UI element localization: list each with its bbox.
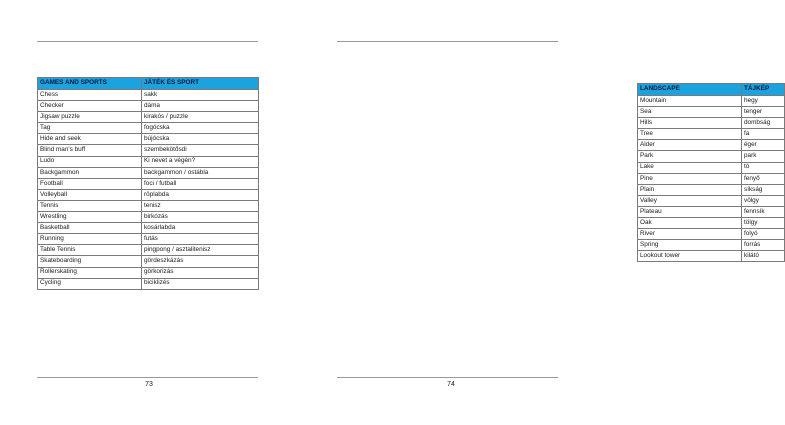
table-row [38, 123, 259, 134]
table-body [638, 96, 785, 262]
english-term-cell: Skateboarding [38, 256, 142, 267]
english-term-cell: Hide and seek [38, 134, 142, 145]
table-row [38, 245, 259, 256]
hungarian-term-cell: backgammon / ostábla [142, 167, 259, 178]
english-term-cell: Table Tennis [38, 245, 142, 256]
table-row [38, 156, 259, 167]
table-row [638, 173, 785, 184]
english-term-cell: Sea [638, 107, 742, 118]
page-number: 74 [447, 381, 455, 388]
table-row [638, 151, 785, 162]
hungarian-term-cell: fenyő [742, 173, 785, 184]
table-row [638, 229, 785, 240]
table-row [38, 134, 259, 145]
hungarian-term-cell: tenisz [142, 200, 259, 211]
english-term-cell: River [638, 229, 742, 240]
table-row [38, 189, 259, 200]
english-term-cell: Spring [638, 240, 742, 251]
english-term-cell: Backgammon [38, 167, 142, 178]
bottom-rule [337, 377, 558, 378]
column-header-english: LANDSCAPE [638, 84, 742, 96]
table-row [638, 240, 785, 251]
english-term-cell: Plain [638, 184, 742, 195]
table-row [638, 129, 785, 140]
hungarian-term-cell: kilátó [742, 251, 785, 262]
table-row [38, 101, 259, 112]
english-term-cell: Hills [638, 118, 742, 129]
table-header-row [638, 84, 785, 96]
english-term-cell: Ludo [38, 156, 142, 167]
hungarian-term-cell: tenger [742, 107, 785, 118]
column-header-hungarian: JÁTÉK ÉS SPORT [142, 78, 259, 90]
hungarian-term-cell: pingpong / asztalitenisz [142, 245, 259, 256]
english-term-cell: Plateau [638, 206, 742, 217]
english-term-cell: Tag [38, 123, 142, 134]
english-term-cell: Lake [638, 162, 742, 173]
hungarian-term-cell: gördeszkázás [142, 256, 259, 267]
hungarian-term-cell: síkság [742, 184, 785, 195]
right-page [300, 0, 771, 425]
english-term-cell: Tennis [38, 200, 142, 211]
hungarian-term-cell: bújócska [142, 134, 259, 145]
english-term-cell: Oak [638, 218, 742, 229]
table-row [38, 212, 259, 223]
english-term-cell: Lookout tower [638, 251, 742, 262]
table-row [638, 218, 785, 229]
table-row [38, 112, 259, 123]
table-row [638, 184, 785, 195]
english-term-cell: Volleyball [38, 189, 142, 200]
table-row [638, 206, 785, 217]
top-rule [337, 41, 558, 42]
english-term-cell: Wrestling [38, 212, 142, 223]
english-term-cell: Valley [638, 195, 742, 206]
table-row [38, 145, 259, 156]
bottom-rule [37, 377, 258, 378]
english-term-cell: Cycling [38, 278, 142, 289]
table-row [38, 256, 259, 267]
table-row [638, 162, 785, 173]
hungarian-term-cell: fa [742, 129, 785, 140]
table-row [38, 278, 259, 289]
hungarian-term-cell: foci / futball [142, 178, 259, 189]
english-term-cell: Park [638, 151, 742, 162]
hungarian-term-cell: dombság [742, 118, 785, 129]
hungarian-term-cell: park [742, 151, 785, 162]
english-term-cell: Running [38, 234, 142, 245]
table-row [638, 251, 785, 262]
table-row [38, 200, 259, 211]
hungarian-term-cell: szembekötősdi [142, 145, 259, 156]
table-row [638, 96, 785, 107]
hungarian-term-cell: kirakós / puzzle [142, 112, 259, 123]
hungarian-term-cell: Ki nevet a végén? [142, 156, 259, 167]
table-row [38, 90, 259, 101]
english-term-cell: Football [38, 178, 142, 189]
table-row [38, 167, 259, 178]
english-term-cell: Pine [638, 173, 742, 184]
table-row [38, 223, 259, 234]
table-header-row [38, 78, 259, 90]
english-term-cell: Alder [638, 140, 742, 151]
hungarian-term-cell: görkorizás [142, 267, 259, 278]
hungarian-term-cell: fogócska [142, 123, 259, 134]
column-header-hungarian: TÁJKÉP [742, 84, 785, 96]
page-number: 73 [145, 381, 153, 388]
hungarian-term-cell: éger [742, 140, 785, 151]
landscape-table [637, 83, 785, 262]
hungarian-term-cell: biciklizés [142, 278, 259, 289]
column-header-english: GAMES AND SPORTS [38, 78, 142, 90]
table-row [638, 107, 785, 118]
hungarian-term-cell: kosárlabda [142, 223, 259, 234]
hungarian-term-cell: sakk [142, 90, 259, 101]
hungarian-term-cell: fennsík [742, 206, 785, 217]
english-term-cell: Mountain [638, 96, 742, 107]
english-term-cell: Jigsaw puzzle [38, 112, 142, 123]
hungarian-term-cell: birkózás [142, 212, 259, 223]
table-row [638, 195, 785, 206]
table-row [38, 267, 259, 278]
table-row [38, 178, 259, 189]
english-term-cell: Chess [38, 90, 142, 101]
hungarian-term-cell: futás [142, 234, 259, 245]
top-rule [37, 41, 258, 42]
hungarian-term-cell: röplabda [142, 189, 259, 200]
table-row [38, 234, 259, 245]
games-and-sports-table [37, 77, 259, 290]
hungarian-term-cell: folyó [742, 229, 785, 240]
english-term-cell: Tree [638, 129, 742, 140]
hungarian-term-cell: tó [742, 162, 785, 173]
hungarian-term-cell: hegy [742, 96, 785, 107]
english-term-cell: Basketball [38, 223, 142, 234]
table-body [38, 90, 259, 290]
english-term-cell: Rollerskating [38, 267, 142, 278]
hungarian-term-cell: tölgy [742, 218, 785, 229]
english-term-cell: Blind man's buff [38, 145, 142, 156]
hungarian-term-cell: völgy [742, 195, 785, 206]
table-row [638, 118, 785, 129]
hungarian-term-cell: dáma [142, 101, 259, 112]
english-term-cell: Checker [38, 101, 142, 112]
table-row [638, 140, 785, 151]
left-page [0, 0, 300, 425]
hungarian-term-cell: forrás [742, 240, 785, 251]
